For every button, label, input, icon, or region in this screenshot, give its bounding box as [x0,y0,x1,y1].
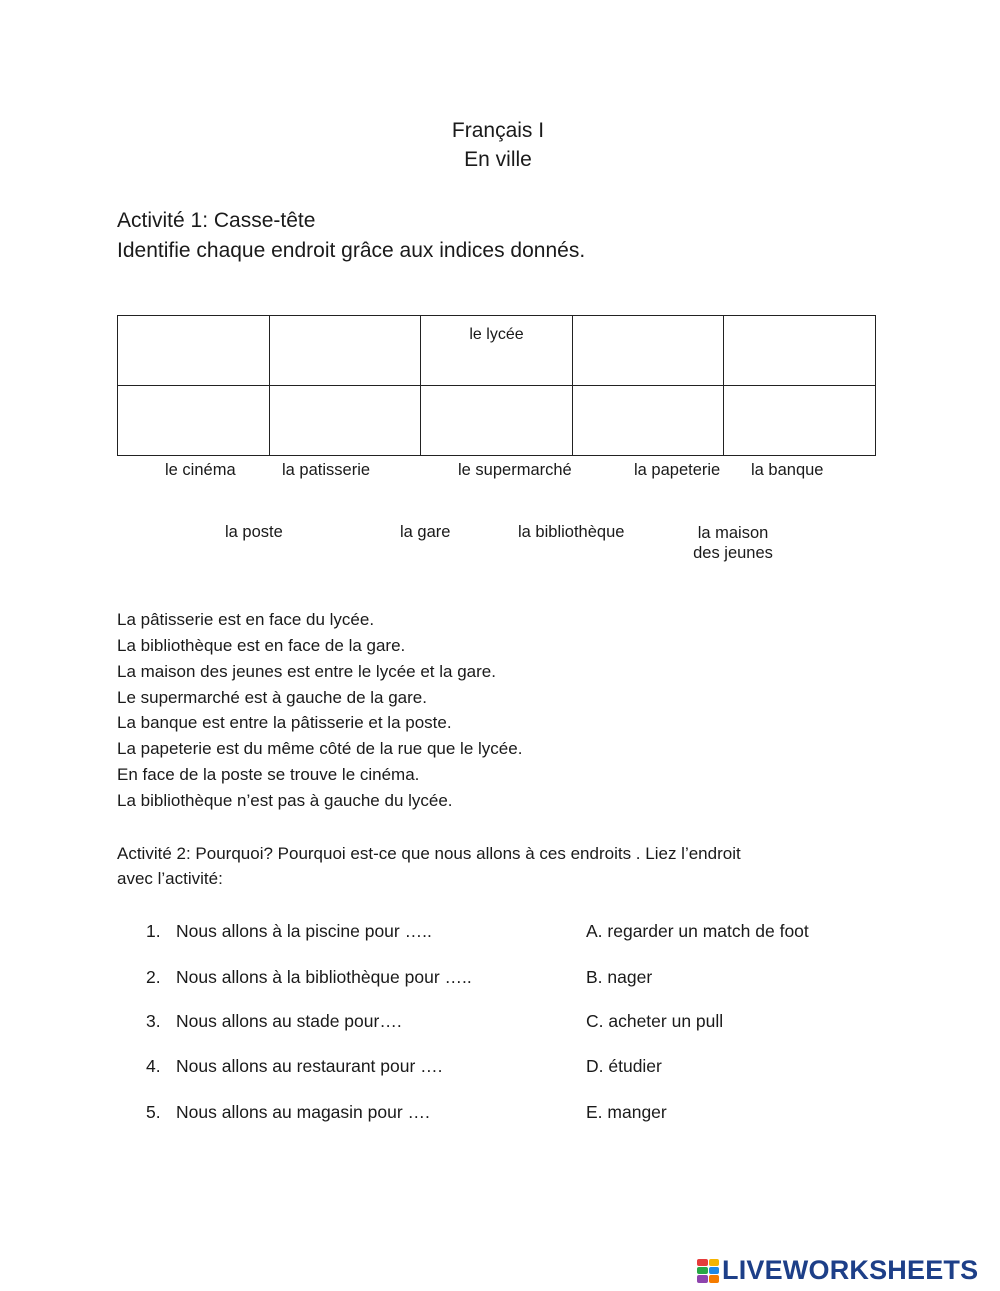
grid-cell-1-2[interactable] [269,316,421,386]
word-bank-item[interactable]: la patisserie [282,461,371,479]
grid-cell-2-2[interactable] [269,386,421,456]
logo-mark-icon [697,1259,719,1283]
worksheet-topic-title: En ville [464,148,532,171]
logo-text: LIVEWORKSHEETS [722,1255,979,1285]
grid-cell-1-5[interactable] [724,316,876,386]
word-bank-item[interactable]: la papeterie [634,461,721,479]
word-bank-line: la maison [697,524,769,542]
street-grid [117,315,876,456]
item-prompt[interactable]: Nous allons à la bibliothèque pour ….. [176,967,472,987]
word-bank-item[interactable]: la gare [400,523,451,541]
word-bank-item[interactable]: le supermarché [458,461,572,479]
grid-cell-1-3: le lycée [421,316,573,386]
item-prompt[interactable]: Nous allons au stade pour…. [176,1011,402,1031]
item-prompt[interactable]: Nous allons au restaurant pour …. [176,1056,443,1076]
item-answer[interactable]: D. étudier [586,1056,662,1076]
grid-cell-2-3[interactable] [421,386,573,456]
word-bank-item-maison[interactable] [688,523,778,563]
clue-line: La maison des jeunes est entre le lycée et la gare. [117,662,496,681]
clue-line: La bibliothèque n’est pas à gauche du lycée. [117,791,453,810]
item-answer[interactable]: A. regarder un match de foot [586,921,809,941]
clue-line: En face de la poste se trouve le cinéma. [117,765,420,784]
grid-cell-2-1[interactable] [118,386,270,456]
item-answer[interactable]: E. manger [586,1102,667,1122]
activity1-title: Activité 1: Casse-tête [117,209,316,232]
item-answer[interactable]: C. acheter un pull [586,1011,724,1031]
item-number: 2. [146,967,161,987]
item-prompt[interactable]: Nous allons à la piscine pour ….. [176,921,432,941]
grid-cell-2-4[interactable] [572,386,724,456]
grid-cell-1-1[interactable] [118,316,270,386]
item-number: 3. [146,1011,161,1031]
worksheet-course-title: Français I [451,119,545,142]
item-answer[interactable]: B. nager [586,967,653,987]
word-bank-item[interactable]: le cinéma [165,461,236,479]
liveworksheets-logo [697,1255,978,1286]
activity1-instruction: Identifie chaque endroit grâce aux indices donnés. [117,239,586,262]
clue-line: La pâtisserie est en face du lycée. [117,610,375,629]
activity2-instruction: Activité 2: Pourquoi? Pourquoi est-ce que nous allons à ces endroits . Liez l’endroit [117,844,741,863]
clue-line: La banque est entre la pâtisserie et la poste. [117,713,452,732]
grid-cell-1-4[interactable] [572,316,724,386]
word-bank-line: des jeunes [693,544,773,562]
grid-cell-2-5[interactable] [724,386,876,456]
activity2-instruction-cont: avec l’activité: [117,869,223,888]
clue-line: La bibliothèque est en face de la gare. [117,636,406,655]
word-bank-item[interactable]: la banque [751,461,824,479]
item-prompt[interactable]: Nous allons au magasin pour …. [176,1102,430,1122]
word-bank-item[interactable]: la poste [225,523,283,541]
item-number: 4. [146,1056,161,1076]
clue-line: Le supermarché est à gauche de la gare. [117,688,427,707]
word-bank-item[interactable]: la bibliothèque [518,523,625,541]
item-number: 1. [146,921,161,941]
item-number: 5. [146,1102,161,1122]
clue-line: La papeterie est du même côté de la rue que le lycée. [117,739,523,758]
